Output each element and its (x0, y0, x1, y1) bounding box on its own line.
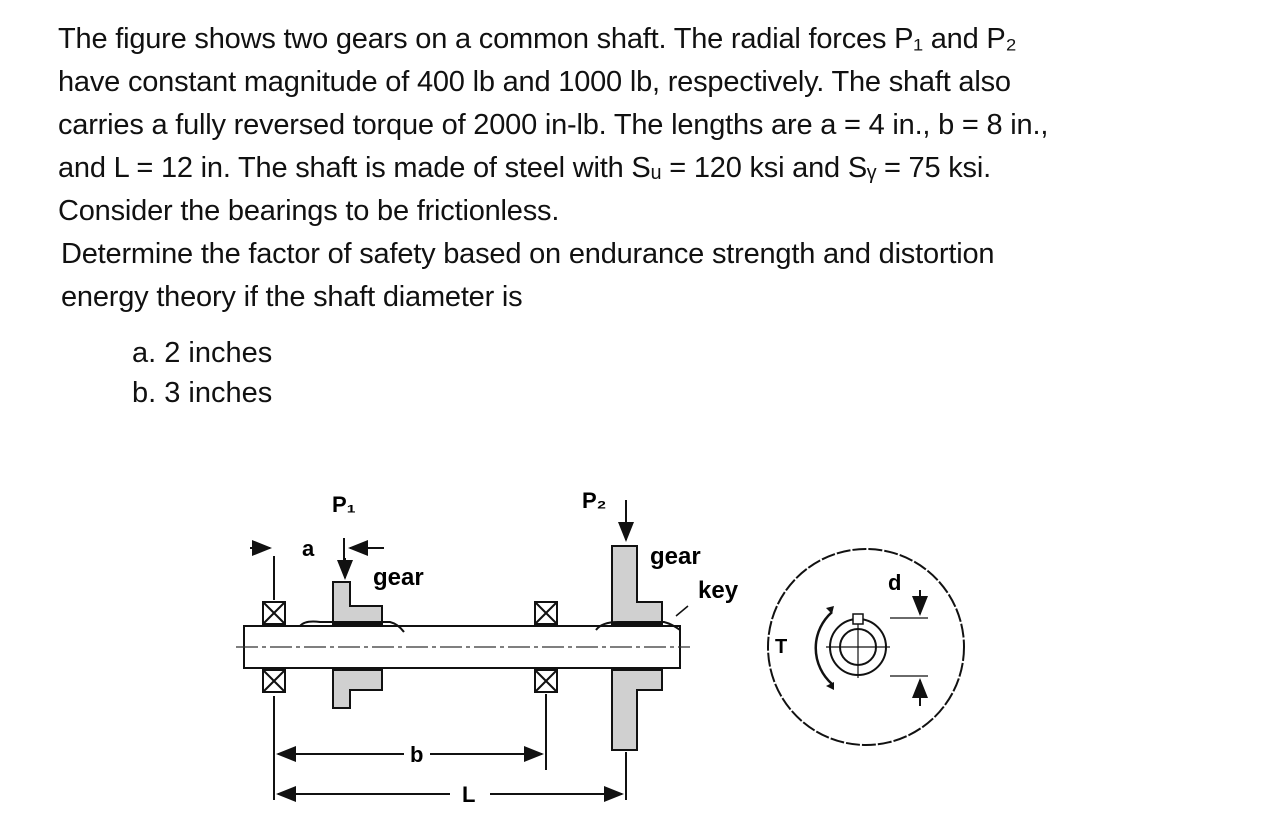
label-gear-1: gear (373, 564, 424, 591)
shaft-diagram (230, 478, 990, 818)
label-p1: P₁ (332, 492, 356, 517)
cross-section (768, 549, 964, 745)
left-bearing (263, 556, 285, 800)
question-line-1: Determine the factor of safety based on endurance strength and distortion (61, 238, 995, 270)
label-b: b (410, 742, 424, 767)
label-torque: T (775, 636, 788, 658)
dimension-a (250, 538, 384, 560)
label-d: d (888, 570, 902, 595)
key-leader (676, 606, 688, 616)
problem-line-4: and L = 12 in. The shaft is made of steel with Sᵤ = 120 ksi and Sᵧ = 75 ksi. (58, 152, 991, 184)
option-a: a. 2 inches (132, 337, 273, 369)
label-l: L (462, 782, 476, 807)
option-b: b. 3 inches (132, 377, 273, 409)
shaft-figure (230, 478, 990, 823)
question-line-2: energy theory if the shaft diameter is (61, 281, 523, 313)
label-gear-2: gear (650, 543, 701, 570)
problem-statement (58, 18, 1258, 319)
shaft (236, 626, 690, 668)
label-key: key (698, 577, 739, 604)
problem-line-1: The figure shows two gears on a common shaft. The radial forces P₁ and P₂ (58, 23, 1017, 55)
gear-2 (596, 546, 680, 800)
label-a: a (302, 536, 315, 561)
answer-options (132, 333, 272, 413)
problem-line-5: Consider the bearings to be frictionless. (58, 195, 560, 227)
problem-line-3: carries a fully reversed torque of 2000 in-lb. The lengths are a = 4 in., b = 8 in., (58, 109, 1049, 141)
problem-line-2: have constant magnitude of 400 lb and 1000 lb, respectively. The shaft also (58, 66, 1011, 98)
label-p2: P₂ (582, 488, 607, 513)
